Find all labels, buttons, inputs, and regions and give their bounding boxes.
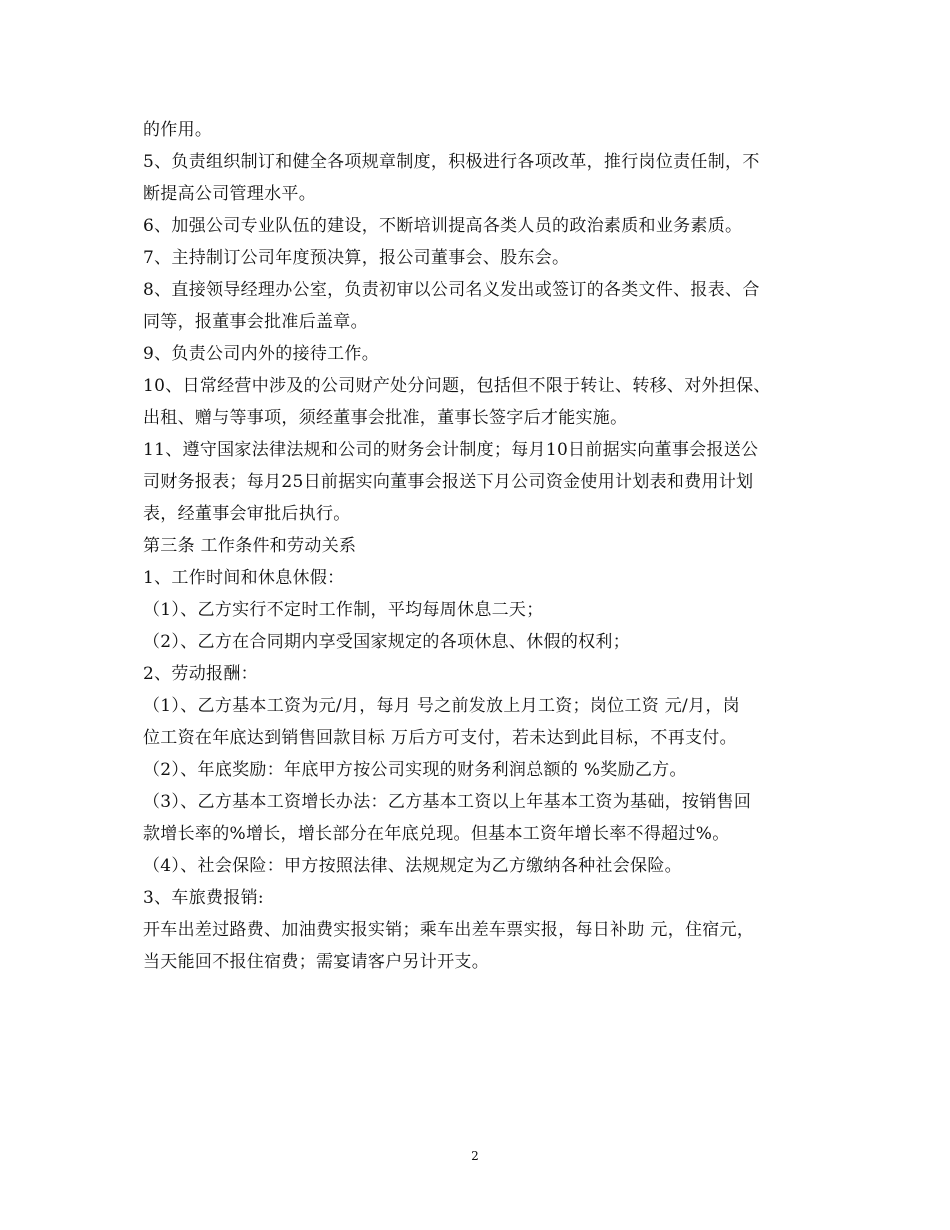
text-line: 3、车旅费报销:	[143, 888, 264, 908]
text-line: 断提高公司管理水平。	[143, 184, 316, 204]
text-line: 2、劳动报酬：	[143, 664, 258, 684]
text-line: 7、主持制订公司年度预决算，报公司董事会、股东会。	[143, 248, 570, 268]
document-body	[143, 114, 813, 978]
text-line: 6、加强公司专业队伍的建设，不断培训提高各类人员的政治素质和业务素质。	[143, 216, 743, 236]
text-line: 当天能回不报住宿费；需宴请客户另计开支。	[143, 952, 489, 972]
text-line: （1）、乙方实行不定时工作制，平均每周休息二天；	[143, 600, 544, 620]
text-line: 1、工作时间和休息休假：	[143, 568, 345, 588]
text-line: 5、负责组织制订和健全各项规章制度，积极进行各项改革，推行岗位责任制，不	[143, 152, 760, 172]
section-heading: 第三条 工作条件和劳动关系	[143, 536, 357, 556]
text-line: （4）、社会保险：甲方按照法律、法规规定为乙方缴纳各种社会保险。	[143, 856, 682, 876]
text-line: 司财务报表；每月25日前据实向董事会报送下月公司资金使用计划表和费用计划	[143, 472, 754, 492]
text-line: 同等，报董事会批准后盖章。	[143, 312, 368, 332]
text-line: 出租、赠与等事项，须经董事会批准，董事长签字后才能实施。	[143, 408, 628, 428]
text-line: 表，经董事会审批后执行。	[143, 504, 351, 524]
text-line: 款增长率的%增长，增长部分在年底兑现。但基本工资年增长率不得超过%。	[143, 824, 730, 844]
text-line: （2）、乙方在合同期内享受国家规定的各项休息、休假的权利；	[143, 632, 631, 652]
text-line: 11、遵守国家法律法规和公司的财务会计制度；每月10日前据实向董事会报送公	[143, 440, 759, 460]
text-line: 开车出差过路费、加油费实报实销；乘车出差车票实报，每日补助 元，住宿元，	[143, 920, 755, 940]
text-line: （2）、年底奖励：年底甲方按公司实现的财务利润总额的 %奖励乙方。	[143, 760, 687, 780]
text-line: 的作用。	[143, 120, 213, 140]
text-line: 位工资在年底达到销售回款目标 万后方可支付，若未达到此目标，不再支付。	[143, 728, 737, 748]
text-line: 9、负责公司内外的接待工作。	[143, 344, 380, 364]
text-line: （3）、乙方基本工资增长办法：乙方基本工资以上年基本工资为基础，按销售回	[143, 792, 752, 812]
text-line: （1）、乙方基本工资为元/月，每月 号之前发放上月工资；岗位工资 元/月，岗	[143, 696, 740, 716]
text-line: 10、日常经营中涉及的公司财产处分问题，包括但不限于转让、转移、对外担保、	[143, 376, 771, 396]
page-number: 2	[471, 1149, 479, 1163]
text-line: 8、直接领导经理办公室，负责初审以公司名义发出或签订的各类文件、报表、合	[143, 280, 760, 300]
